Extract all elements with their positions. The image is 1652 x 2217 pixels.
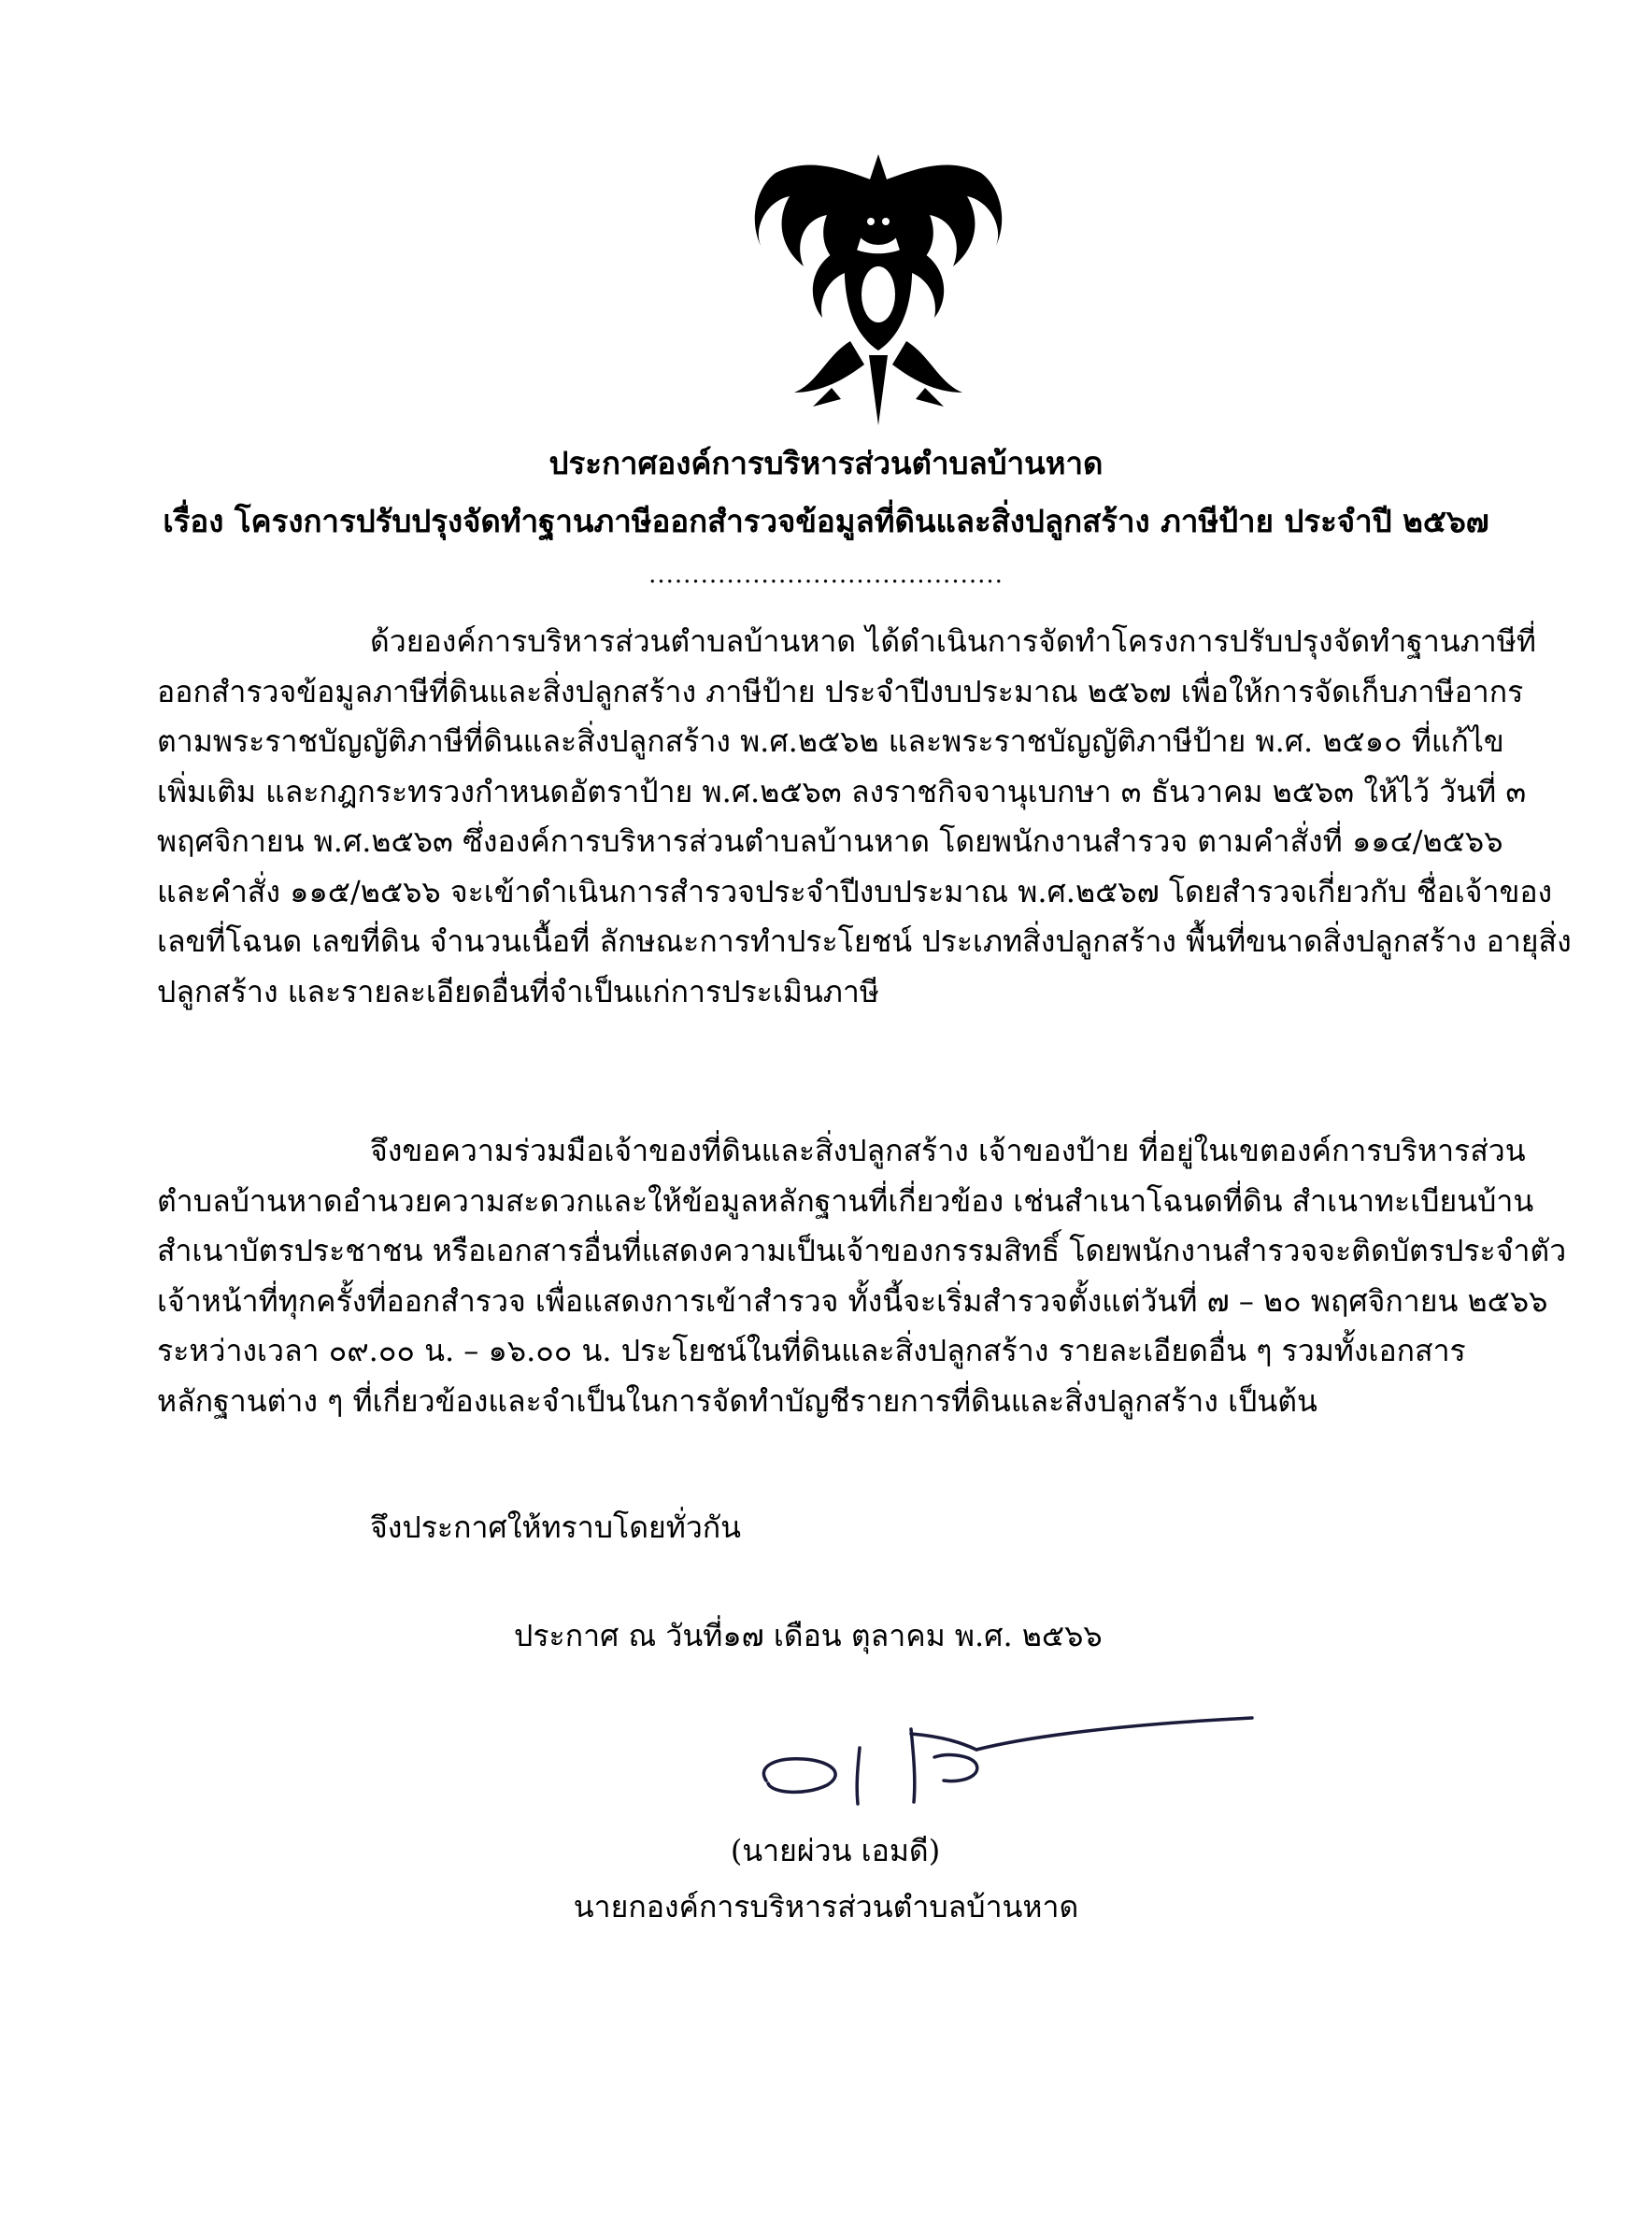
body-paragraph-1: [157, 617, 1605, 1017]
paragraph-line: สำเนาบัตรประชาชน หรือเอกสารอื่นที่แสดงความเป็นเจ้าของกรรมสิทธิ์ โดยพนักงานสำรวจจะติดบัตรประจำตัว: [157, 1233, 1567, 1268]
handwritten-signature: [748, 1692, 1271, 1813]
paragraph-line: ด้วยองค์การบริหารส่วนตำบลบ้านหาด ได้ดำเนินการจัดทำโครงการปรับปรุงจัดทำฐานภาษีที่: [370, 623, 1536, 659]
announcement-subject: เรื่อง โครงการปรับปรุงจัดทำฐานภาษีออกสำรวจข้อมูลที่ดินและสิ่งปลูกสร้าง ภาษีป้าย ประจำปี ๒๕๖๗: [163, 503, 1489, 539]
paragraph-line: ตำบลบ้านหาดอำนวยความสะดวกและให้ข้อมูลหลักฐานที่เกี่ยวข้อง เช่นสำเนาโฉนดที่ดิน สำเนาทะเบียนบ้าน: [157, 1182, 1534, 1219]
paragraph-line: ระหว่างเวลา ๐๙.๐๐ น. – ๑๖.๐๐ น. ประโยชน์ในที่ดินและสิ่งปลูกสร้าง รายละเอียดอื่น ๆ รวมทั้งเอกสาร: [157, 1333, 1466, 1368]
paragraph-line: และคำสั่ง ๑๑๕/๒๕๖๖ จะเข้าดำเนินการสำรวจประจำปีงบประมาณ พ.ศ.๒๕๖๗ โดยสำรวจเกี่ยวกับ ชื่อเจ้าของ: [157, 873, 1553, 909]
announcement-date: ประกาศ ณ วันที่๑๗ เดือน ตุลาคม พ.ศ. ๒๕๖๖: [514, 1618, 1103, 1653]
paragraph-line: จึงขอความร่วมมือเจ้าของที่ดินและสิ่งปลูกสร้าง เจ้าของป้าย ที่อยู่ในเขตองค์การบริหารส่วน: [370, 1133, 1526, 1168]
paragraph-line: หลักฐานต่าง ๆ ที่เกี่ยวข้องและจำเป็นในการจัดทำบัญชีรายการที่ดินและสิ่งปลูกสร้าง เป็นต้น: [157, 1382, 1317, 1419]
garuda-emblem-icon: [738, 154, 1018, 425]
signer-name: (นายผ่วน เอมดี): [730, 1833, 941, 1868]
paragraph-line: เลขที่โฉนด เลขที่ดิน จำนวนเนื้อที่ ลักษณะการทำประโยชน์ ประเภทสิ่งปลูกสร้าง พื้นที่ขนาดสิ่งปลูกสร้าง อายุสิ่ง: [157, 923, 1572, 959]
body-paragraph-2: [157, 1126, 1605, 1426]
page-title: ประกาศองค์การบริหารส่วนตำบลบ้านหาด: [548, 445, 1104, 481]
paragraph-line: ตามพระราชบัญญัติภาษีที่ดินและสิ่งปลูกสร้าง พ.ศ.๒๕๖๒ และพระราชบัญญัติภาษีป้าย พ.ศ. ๒๕๑๐ ที่แก้ไข: [157, 723, 1504, 759]
paragraph-line: พฤศจิกายน พ.ศ.๒๕๖๓ ซึ่งองค์การบริหารส่วนตำบลบ้านหาด โดยพนักงานสำรวจ ตามคำสั่งที่ ๑๑๔/๒๕๖๖: [157, 823, 1503, 859]
dotted-divider: .........................................: [648, 561, 1004, 589]
paragraph-line: ปลูกสร้าง และรายละเอียดอื่นที่จำเป็นแก่การประเมินภาษี: [157, 973, 879, 1009]
paragraph-line: ออกสำรวจข้อมูลภาษีที่ดินและสิ่งปลูกสร้าง ภาษีป้าย ประจำปีงบประมาณ ๒๕๖๗ เพื่อให้การจัดเก็บภาษีอากร: [157, 673, 1524, 709]
signer-title: นายกองค์การบริหารส่วนตำบลบ้านหาด: [573, 1889, 1079, 1924]
paragraph-line: เพิ่มเติม และกฎกระทรวงกำหนดอัตราป้าย พ.ศ.๒๕๖๓ ลงราชกิจจานุเบกษา ๓ ธันวาคม ๒๕๖๓ ให้ไว้ วันที่ ๓: [157, 773, 1527, 809]
closing-statement: จึงประกาศให้ทราบโดยทั่วกัน: [370, 1509, 742, 1545]
paragraph-line: เจ้าหน้าที่ทุกครั้งที่ออกสำรวจ เพื่อแสดงการเข้าสำรวจ ทั้งนี้จะเริ่มสำรวจตั้งแต่วันที่ ๗ – ๒๐ พฤศจิกายน ๒๕๖๖: [157, 1282, 1548, 1319]
